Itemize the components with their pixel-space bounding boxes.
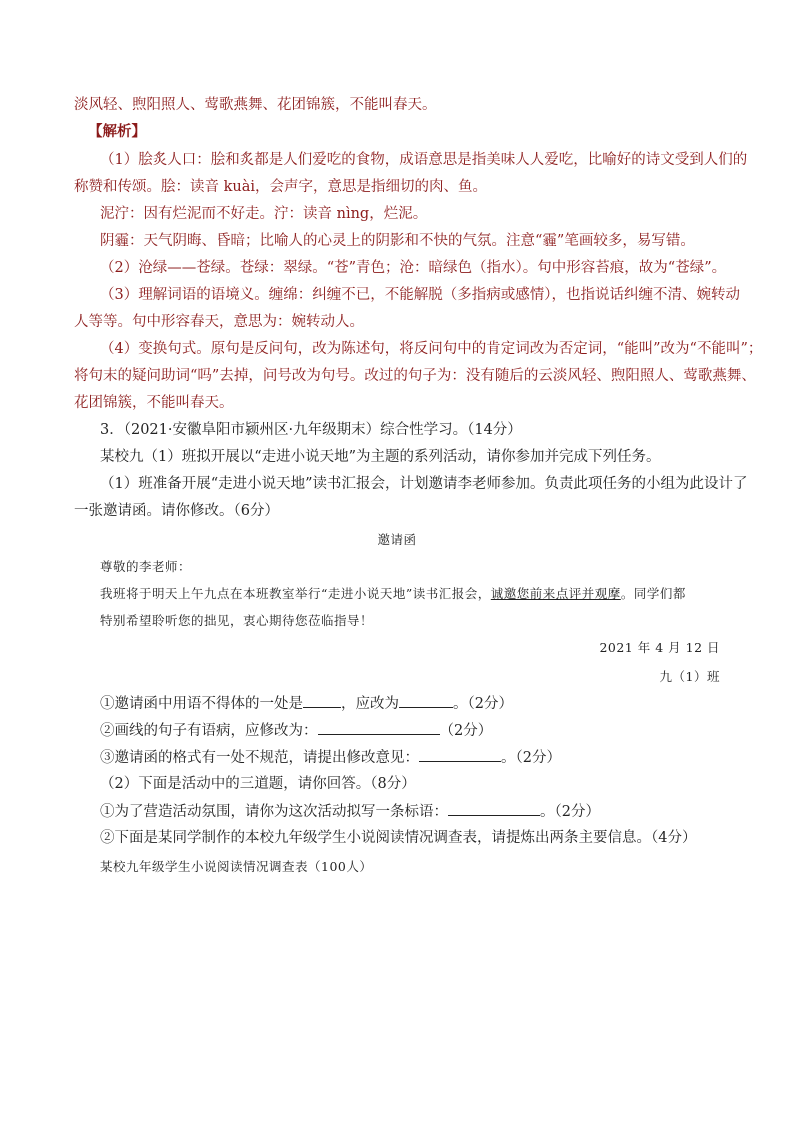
analysis-p3: 阴霾：天气阴晦、昏暗；比喻人的心灵上的阴影和不快的气氛。注意“霾”笔画较多，易写错。 <box>100 233 695 249</box>
part2-title: （2）下面是活动中的三道题，请你回答。（8分） <box>100 776 416 792</box>
invitation-signature: 九（1）班 <box>659 669 720 684</box>
sub-question-4: ①为了营造活动氛围，请你为这次活动拟写一条标语： 。（2分） <box>100 801 600 822</box>
question-intro: 某校九（1）班拟开展以“走进小说天地”为主题的系列活动，请你参加并完成下列任务。 <box>100 449 661 465</box>
analysis-p4: （2）沧绿——苍绿。苍绿：翠绿。“苍”青色；沧：暗绿色（指水）。句中形容苔痕，故为“苍绿”。 <box>100 260 727 276</box>
invitation-title: 邀请函 <box>377 532 417 547</box>
analysis-heading: 【解析】 <box>88 123 146 140</box>
answer-blank[interactable] <box>318 720 440 735</box>
analysis-p6c: 花团锦簇，不能叫春天。 <box>74 395 234 411</box>
analysis-p1a: （1）脍炙人口：脍和炙都是人们爱吃的食物，成语意思是指美味人人爱吃，比喻好的诗文受到人们的 <box>100 152 748 168</box>
sub-question-3: ③邀请函的格式有一处不规范，请提出修改意见： 。（2分） <box>100 747 561 768</box>
invitation-body-text-end: 。同学们都 <box>620 586 686 601</box>
answer-blank[interactable] <box>399 693 453 708</box>
invitation-greeting: 尊敬的李老师： <box>100 559 192 574</box>
invitation-body-line1 <box>100 584 686 604</box>
analysis-p5b: 人等等。句中形容春天，意思为：婉转动人。 <box>74 314 364 330</box>
analysis-p1b: 称赞和传颂。脍：读音 kuài，会声字，意思是指细切的肉、鱼。 <box>74 179 488 195</box>
underlined-sentence: 诚邀您前来点评并观摩 <box>490 586 621 601</box>
analysis-p5a: （3）理解词语的语境义。缠绵：纠缠不已，不能解脱（多指病或感情），也指说话纠缠不清、婉转动 <box>100 287 740 303</box>
answer-blank[interactable] <box>303 693 341 708</box>
sub-question-2: ②画线的句子有语病，应修改为： （2分） <box>100 720 492 741</box>
task1-line1: （1）班准备开展“走进小说天地”读书汇报会，计划邀请李老师参加。负责此项任务的小组为此设计了 <box>100 476 748 492</box>
invitation-date: 2021 年 4 月 12 日 <box>599 640 720 655</box>
table-caption: 某校九年级学生小说阅读情况调查表（100人） <box>100 859 373 874</box>
task1-line2: 一张邀请函。请你修改。（6分） <box>74 503 279 519</box>
sub-question-1: ①邀请函中用语不得体的一处是 ，应改为 。（2分） <box>100 693 513 714</box>
analysis-p6a: （4）变换句式。原句是反问句，改为陈述句，将反问句中的肯定词改为否定词，“能叫”改为“不能叫”； <box>100 341 763 357</box>
analysis-p6b: 将句末的疑问助词“吗”去掉，问号改为句号。改过的句子为：没有随后的云淡风轻、煦阳照人、莺歌燕舞、 <box>74 368 756 384</box>
invitation-body-text: 我班将于明天上午九点在本班教室举行“走进小说天地”读书汇报会， <box>100 586 491 601</box>
invitation-body-line2: 特别希望聆听您的拙见，衷心期待您莅临指导！ <box>100 613 374 628</box>
answer-blank[interactable] <box>419 747 501 762</box>
answer-blank[interactable] <box>448 801 540 816</box>
sub-question-5: ②下面是某同学制作的本校九年级学生小说阅读情况调查表，请提炼出两条主要信息。（4分） <box>100 830 697 846</box>
analysis-p2: 泥泞：因有烂泥而不好走。泞：读音 nìng，烂泥。 <box>100 206 428 222</box>
answer-line: 淡风轻、煦阳照人、莺歌燕舞、花团锦簇，不能叫春天。 <box>74 97 437 113</box>
question-title: 3．（2021·安徽阜阳市颍州区·九年级期末）综合性学习。（14分） <box>100 422 522 438</box>
